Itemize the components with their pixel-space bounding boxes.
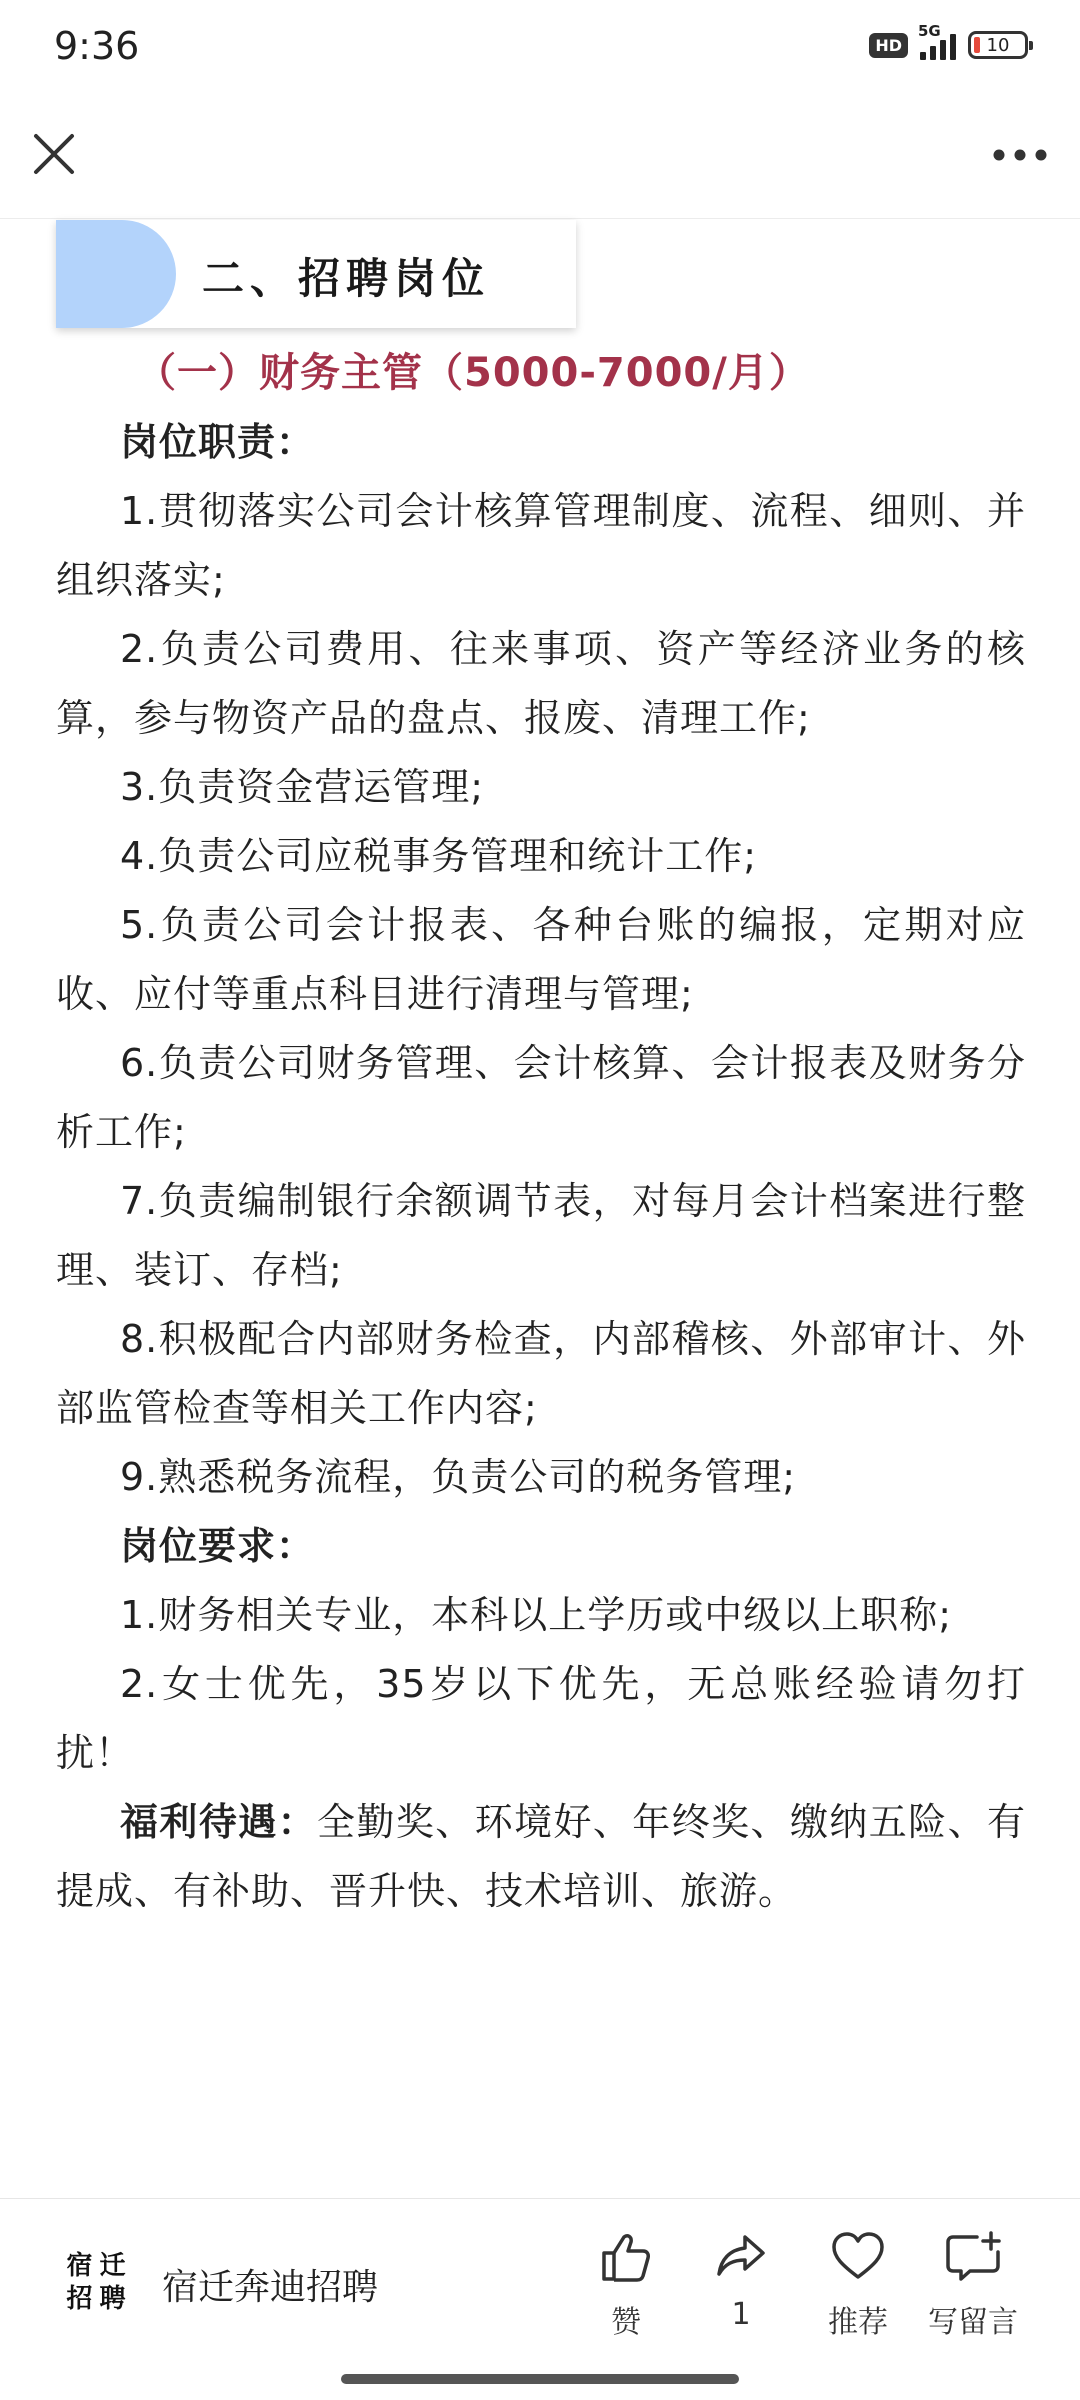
recommend-label: 推荐 xyxy=(828,2305,888,2340)
duties-heading: 岗位职责： xyxy=(120,420,316,464)
comment-add-icon xyxy=(943,2229,1003,2285)
battery-icon xyxy=(968,31,1028,59)
duty-item: 6.负责公司财务管理、会计核算、会计报表及财务分析工作; xyxy=(56,1041,1026,1154)
nav-bar xyxy=(0,100,1080,219)
network-type: 5G xyxy=(918,22,941,40)
section-header-decoration xyxy=(56,220,176,328)
share-icon xyxy=(713,2229,769,2285)
section-header xyxy=(56,220,576,328)
account-link[interactable] xyxy=(62,2251,378,2317)
home-indicator[interactable] xyxy=(341,2374,739,2384)
more-dots-icon xyxy=(990,140,1050,170)
more-button[interactable] xyxy=(990,140,1050,170)
bottom-action-bar xyxy=(0,2198,1080,2371)
status-time: 9:36 xyxy=(54,24,140,68)
benefits-paragraph xyxy=(56,1788,1026,1926)
hd-icon: HD xyxy=(869,33,908,58)
requirement-item: 1.财务相关专业，本科以上学历或中级以上职称; xyxy=(120,1593,953,1637)
share-count: 1 xyxy=(731,2297,751,2332)
close-button[interactable] xyxy=(26,126,82,182)
duty-item: 1.贯彻落实公司会计核算管理制度、流程、细则、并组织落实; xyxy=(56,489,1026,602)
duty-item: 7.负责编制银行余额调节表，对每月会计档案进行整理、装订、存档; xyxy=(56,1179,1026,1292)
status-bar xyxy=(0,0,1080,100)
account-name: 宿迁奔迪招聘 xyxy=(162,2266,379,2308)
duty-item: 3.负责资金营运管理; xyxy=(120,765,485,809)
account-logo: 宿 迁 招 聘 xyxy=(66,2251,124,2314)
job-title: （一）财务主管（5000-7000/月） xyxy=(136,350,810,396)
signal-icon xyxy=(918,22,956,60)
status-icons xyxy=(869,22,1028,60)
duty-item: 9.熟悉税务流程，负责公司的税务管理; xyxy=(120,1455,797,1499)
article-content xyxy=(56,220,1026,1926)
benefits-text: 全勤奖、环境好、年终奖、缴纳五险、有提成、有补助、晋升快、技术培训、旅游。 xyxy=(56,1800,1026,1913)
like-label: 赞 xyxy=(611,2305,641,2340)
recommend-button[interactable] xyxy=(803,2229,913,2341)
requirements-heading: 岗位要求： xyxy=(120,1524,316,1568)
duty-item: 2.负责公司费用、往来事项、资产等经济业务的核算，参与物资产品的盘点、报废、清理工作; xyxy=(56,627,1026,740)
benefits-heading: 福利待遇： xyxy=(120,1800,318,1844)
duty-item: 5.负责公司会计报表、各种台账的编报，定期对应收、应付等重点科目进行清理与管理; xyxy=(56,903,1026,1016)
heart-icon xyxy=(830,2229,886,2285)
requirement-item: 2.女士优先，35岁以下优先，无总账经验请勿打扰！ xyxy=(56,1662,1026,1775)
share-button[interactable] xyxy=(686,2229,796,2332)
like-button[interactable] xyxy=(571,2229,681,2341)
duty-item: 4.负责公司应税事务管理和统计工作; xyxy=(120,834,758,878)
close-icon xyxy=(26,126,82,182)
thumbs-up-icon xyxy=(598,2229,654,2285)
comment-label: 写留言 xyxy=(928,2305,1018,2340)
battery-level: 10 xyxy=(986,34,1010,56)
section-title: 二、招聘岗位 xyxy=(202,254,491,303)
comment-button[interactable] xyxy=(918,2229,1028,2341)
duty-item: 8.积极配合内部财务检查，内部稽核、外部审计、外部监管检查等相关工作内容; xyxy=(56,1317,1026,1430)
